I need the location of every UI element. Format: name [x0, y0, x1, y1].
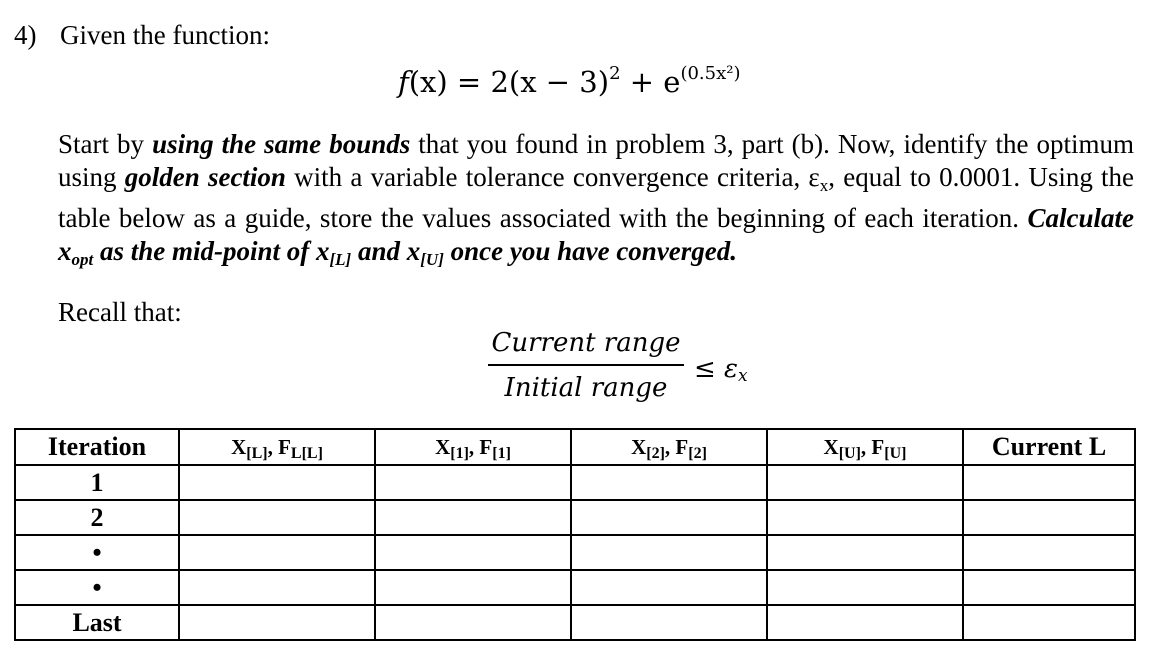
emphasis-and: and x [351, 236, 421, 266]
header-current-l: Current L [963, 429, 1135, 465]
header-text: X [823, 435, 839, 459]
iteration-cell: Last [15, 605, 179, 640]
header-xu-fu [767, 429, 963, 465]
xl-subscript: [L] [329, 250, 352, 269]
table-row [15, 570, 1135, 605]
empty-cell[interactable] [767, 535, 963, 570]
empty-cell[interactable] [179, 535, 375, 570]
iteration-table [14, 428, 1136, 641]
empty-cell[interactable] [767, 465, 963, 500]
equation-exponent: (0.5x²) [680, 63, 741, 84]
xopt-subscript: opt [71, 250, 94, 269]
header-sub: [1] [450, 445, 469, 462]
equation-power: 2 [609, 63, 621, 84]
emphasis-converged: once you have converged. [443, 236, 738, 266]
problem-intro: Given the function: [60, 20, 270, 50]
empty-cell[interactable] [571, 570, 767, 605]
header-text: , F [860, 435, 885, 459]
emphasis-bounds: using the same bounds [152, 129, 411, 159]
epsilon-subscript: x [819, 176, 829, 195]
iteration-cell: 1 [15, 465, 179, 500]
text-span: , equal to 0.0001. Using the table below as a guide, store the values associated with the beginning of each iteration. [58, 162, 1135, 233]
header-x2-f2 [571, 429, 767, 465]
fraction-bar [488, 364, 684, 366]
fraction-denominator: Initial range [504, 373, 668, 403]
text-span: that you found in problem 3, part (b). Now, identify the optimum using [58, 129, 1134, 192]
equation-plus-e: + e [620, 65, 681, 99]
text-span: with a variable tolerance convergence criteria, ε [285, 162, 820, 192]
emphasis-calculate: Calculate x [58, 203, 1134, 266]
empty-cell[interactable] [179, 465, 375, 500]
table-header-row [15, 429, 1135, 465]
empty-cell[interactable] [767, 500, 963, 535]
equation-body: (x) = 2(x − 3) [408, 65, 610, 99]
header-text: X [631, 435, 647, 459]
header-xl-fl [179, 429, 375, 465]
header-sub: [U] [838, 445, 861, 462]
table-row [15, 500, 1135, 535]
empty-cell[interactable] [963, 570, 1135, 605]
empty-cell[interactable] [375, 570, 571, 605]
empty-cell[interactable] [571, 500, 767, 535]
empty-cell[interactable] [375, 605, 571, 640]
empty-cell[interactable] [963, 535, 1135, 570]
empty-cell[interactable] [179, 605, 375, 640]
function-equation [398, 54, 740, 102]
problem-number: 4) [14, 20, 37, 50]
empty-cell[interactable] [963, 605, 1135, 640]
convergence-fraction [488, 326, 684, 405]
iteration-cell: • [15, 570, 179, 605]
empty-cell[interactable] [963, 500, 1135, 535]
header-sub: [L] [246, 445, 268, 462]
header-sub: L[L] [290, 445, 323, 462]
empty-cell[interactable] [179, 500, 375, 535]
header-text: X [231, 435, 247, 459]
text-span: Start by [58, 129, 153, 159]
equation-lhs: f [398, 65, 409, 99]
table-row [15, 465, 1135, 500]
empty-cell[interactable] [571, 465, 767, 500]
header-text: X [435, 435, 451, 459]
fraction-numerator: Current range [491, 328, 681, 358]
header-sub: [1] [492, 445, 511, 462]
header-sub: [2] [646, 445, 665, 462]
header-sub: [U] [884, 445, 907, 462]
instructions-paragraph [58, 128, 1134, 276]
header-sub: [2] [688, 445, 707, 462]
emphasis-midpoint: as the mid-point of x [93, 236, 330, 266]
recall-label: Recall that: [58, 297, 182, 327]
leq-subscript: x [738, 366, 748, 386]
empty-cell[interactable] [571, 605, 767, 640]
header-iteration: Iteration [15, 429, 179, 465]
header-text: , F [468, 435, 493, 459]
header-text: , F [267, 435, 291, 459]
empty-cell[interactable] [375, 535, 571, 570]
header-x1-f1 [375, 429, 571, 465]
empty-cell[interactable] [375, 465, 571, 500]
problem-heading [14, 18, 270, 52]
empty-cell[interactable] [571, 535, 767, 570]
iteration-cell: 2 [15, 500, 179, 535]
emphasis-golden-section: golden section [124, 162, 286, 192]
header-text: , F [664, 435, 689, 459]
empty-cell[interactable] [375, 500, 571, 535]
xu-subscript: [U] [420, 250, 444, 269]
empty-cell[interactable] [767, 570, 963, 605]
empty-cell[interactable] [179, 570, 375, 605]
empty-cell[interactable] [767, 605, 963, 640]
leq-epsilon: ≤ ε [694, 354, 739, 384]
table-row [15, 535, 1135, 570]
table-row [15, 605, 1135, 640]
iteration-cell: • [15, 535, 179, 570]
empty-cell[interactable] [963, 465, 1135, 500]
convergence-inequality [694, 354, 748, 386]
